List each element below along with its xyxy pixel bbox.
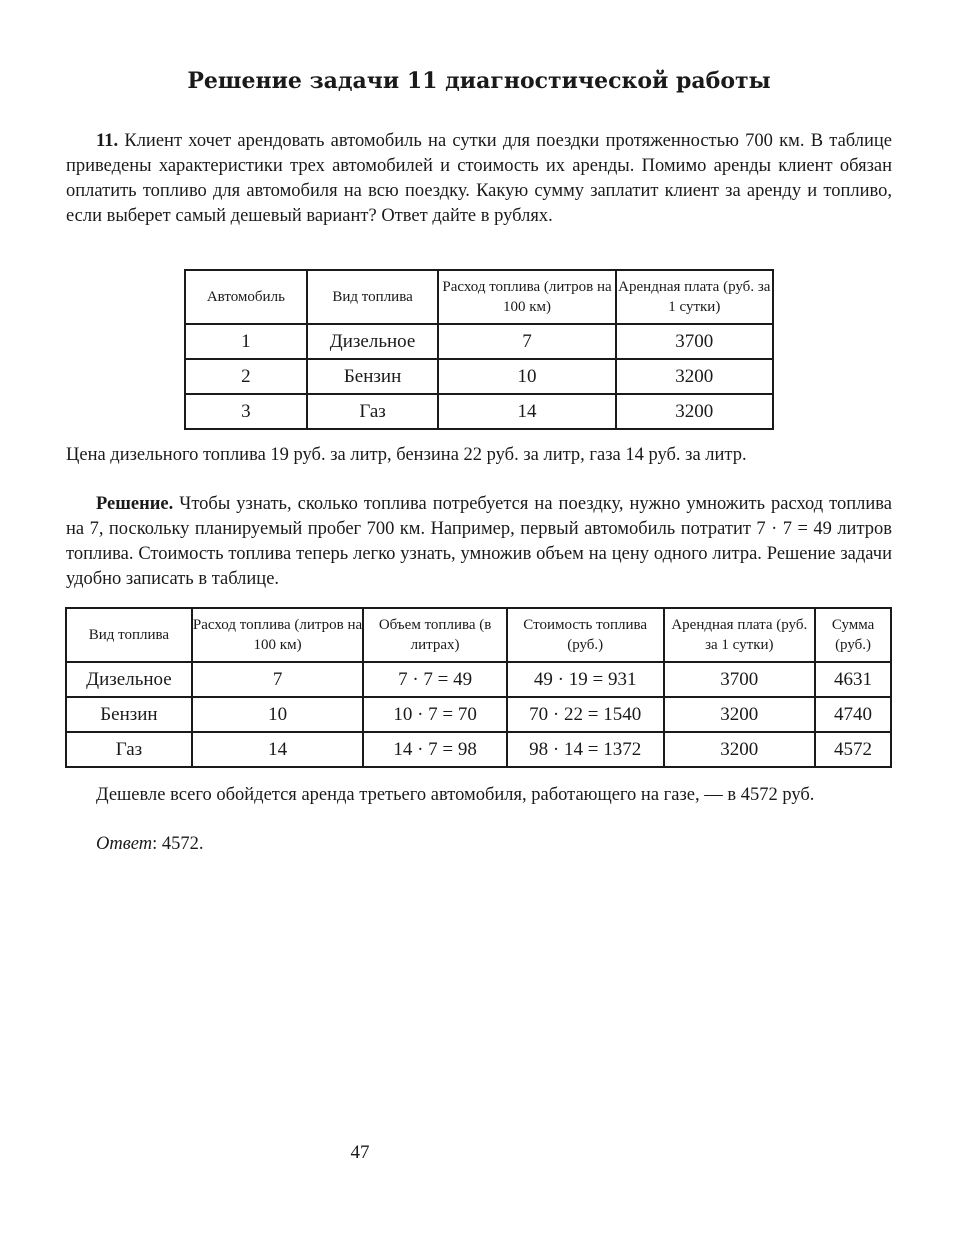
table-cell: 10 [192, 697, 363, 732]
column-header: Расход топлива (литров на 100 км) [192, 608, 363, 662]
solution-label: Решение. [96, 494, 174, 514]
table-cell: 3700 [664, 662, 816, 697]
page-title: Решение задачи 11 диагностической работы [187, 68, 771, 94]
answer-label: Ответ [96, 834, 153, 854]
table-cell: 14 [438, 394, 615, 429]
table-cell: 2 [185, 359, 307, 394]
table-cell: 1 [185, 324, 307, 359]
table-header-row [66, 608, 891, 662]
table-cell: Бензин [307, 359, 439, 394]
table-cell: 3200 [616, 394, 773, 429]
conclusion-text: Дешевле всего обойдется аренда третьего автомобиля, работающего на газе, — в 4572 руб. [96, 785, 815, 805]
table-cell: Газ [307, 394, 439, 429]
problem-text: Клиент хочет арендовать автомобиль на сутки для поездки протяженностью 700 км. В таблице приведены характеристики трех автомобилей и стоимость их аренды. Помимо аренды клиент обязан оплатить топливо для автомобиля на всю поездку. Какую сумму заплатит клиент за аренду и топливо, если выберет самый дешевый вариант? Ответ дайте в рублях. [66, 131, 892, 226]
column-header: Автомобиль [185, 270, 307, 324]
table-cell: 10 [438, 359, 615, 394]
solution-text: Чтобы узнать, сколько топлива потребуется на поездку, нужно умножить расход топлива на 7, поскольку планируемый пробег 700 км. Например, первый автомобиль потратит 7 · 7 = 49 литров топлива. Стоимость топлива теперь легко узнать, умножив объем на цену одного литра. Решение задачи удобно записать в таблице. [66, 494, 892, 589]
column-header: Вид топлива [66, 608, 192, 662]
page-number: 47 [350, 1142, 370, 1163]
table-header-row [185, 270, 773, 324]
table-row [185, 394, 773, 429]
cars-table [184, 269, 774, 430]
column-header: Вид топлива [307, 270, 439, 324]
answer-value: : 4572. [152, 834, 204, 854]
column-header: Арендная плата (руб. за 1 сутки) [616, 270, 773, 324]
table-cell: 3200 [664, 732, 816, 767]
table-cell: 14 · 7 = 98 [363, 732, 507, 767]
problem-paragraph [66, 129, 892, 229]
table-cell: 4740 [815, 697, 891, 732]
table-cell: 7 · 7 = 49 [363, 662, 507, 697]
fuel-prices-text: Цена дизельного топлива 19 руб. за литр, бензина 22 руб. за литр, газа 14 руб. за литр. [66, 445, 747, 465]
table-cell: 7 [438, 324, 615, 359]
conclusion-paragraph [66, 783, 892, 808]
solution-paragraph [66, 492, 892, 592]
table-cell: 70 · 22 = 1540 [507, 697, 664, 732]
table-row [66, 697, 891, 732]
table-cell: 49 · 19 = 931 [507, 662, 664, 697]
solution-table [65, 607, 892, 768]
column-header: Арендная плата (руб. за 1 сутки) [664, 608, 816, 662]
table-row [185, 324, 773, 359]
column-header: Сумма (руб.) [815, 608, 891, 662]
table-cell: 7 [192, 662, 363, 697]
table-cell: 3 [185, 394, 307, 429]
answer-line [66, 832, 892, 857]
table-cell: Газ [66, 732, 192, 767]
table-cell: 3200 [664, 697, 816, 732]
table-row [185, 359, 773, 394]
table-cell: Дизельное [66, 662, 192, 697]
table-cell: 14 [192, 732, 363, 767]
table-cell: 3700 [616, 324, 773, 359]
table-cell: Бензин [66, 697, 192, 732]
table-cell: 10 · 7 = 70 [363, 697, 507, 732]
column-header: Стоимость топлива (руб.) [507, 608, 664, 662]
column-header: Объем топлива (в литрах) [363, 608, 507, 662]
table-cell: 4572 [815, 732, 891, 767]
table-cell: 3200 [616, 359, 773, 394]
table-row [66, 662, 891, 697]
table-cell: 4631 [815, 662, 891, 697]
table-row [66, 732, 891, 767]
problem-number: 11. [96, 131, 119, 151]
table-cell: Дизельное [307, 324, 439, 359]
column-header: Расход топлива (литров на 100 км) [438, 270, 615, 324]
table-cell: 98 · 14 = 1372 [507, 732, 664, 767]
